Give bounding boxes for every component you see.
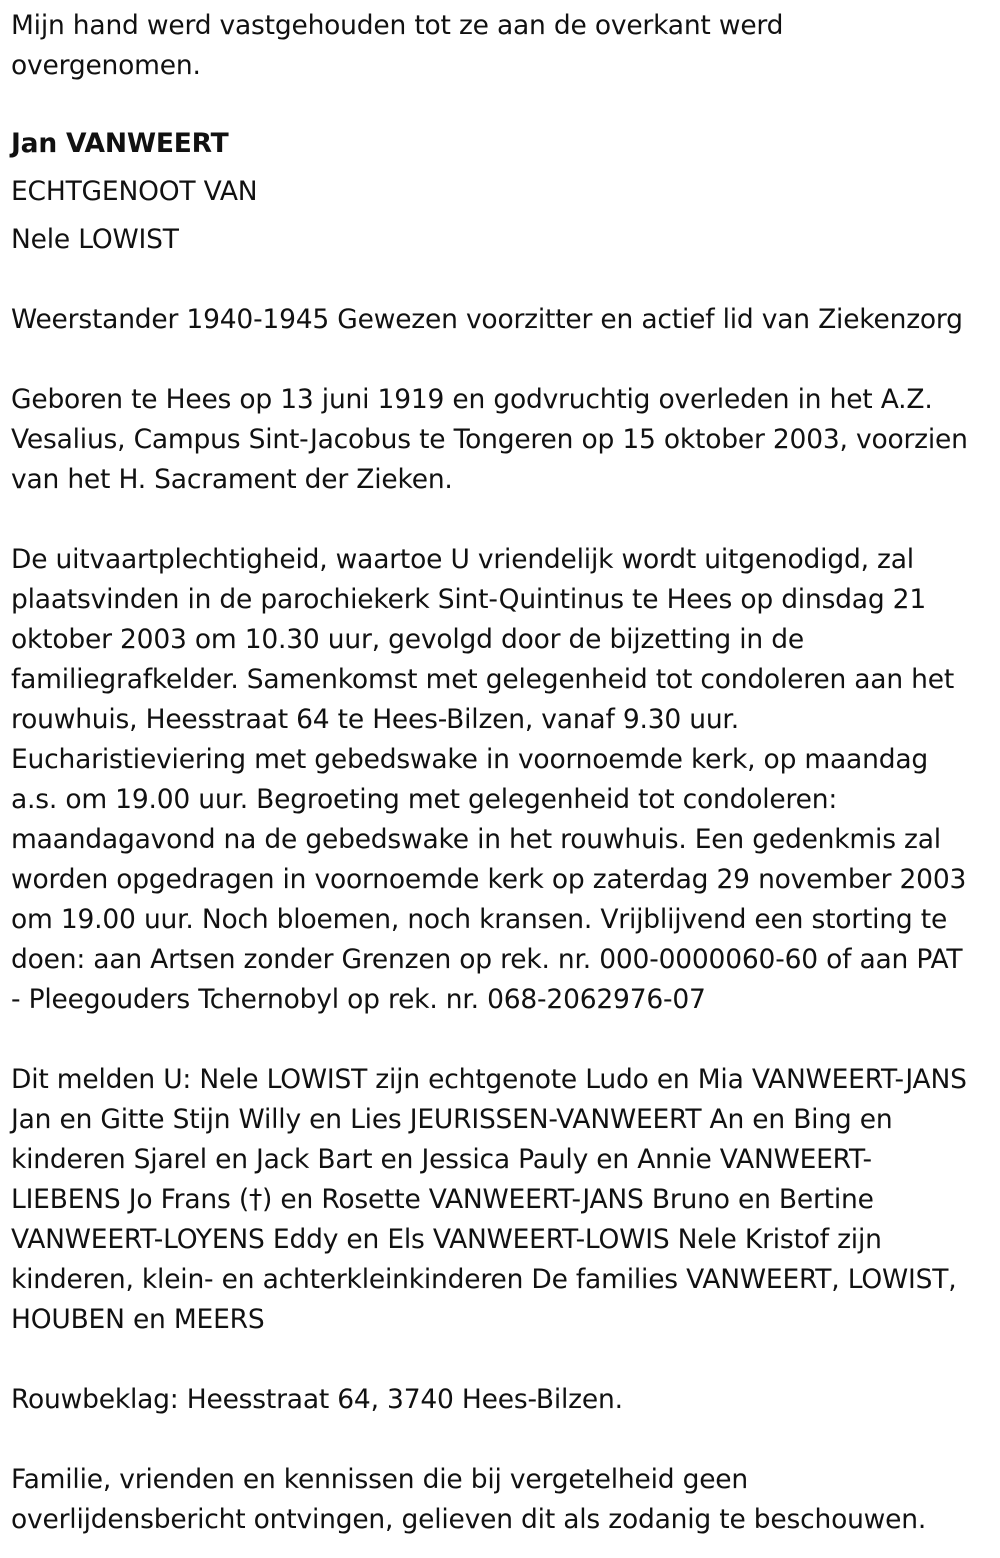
deceased-name: Jan VANWEERT <box>11 128 229 159</box>
birth-death-text: Geboren te Hees op 13 juni 1919 en godvruchtig overleden in het A.Z. Vesalius, Campus Sint-Jacobus te Tongeren op 15 oktober 2003, voorzien van het H. Sacrament der Zieken. <box>11 384 968 495</box>
announced-by: Dit melden U: Nele LOWIST zijn echtgenote Ludo en Mia VANWEERT-JANS Jan en Gitte Stijn Willy en Lies JEURISSEN-VANWEERT An en Bing en kinderen Sjarel en Jack Bart en Jessica Pauly en Annie VANWEERT- LIEBENS Jo Frans (†) en Rosette VANWEERT-JANS Bruno en Bertine VANWEERT-LOYENS Eddy en Els VANWEERT-LOWIS Nele Kristof zijn kinderen, klein- en achterkleinkinderen De families VANWEERT, LOWIST, HOUBEN en MEERS <box>11 1064 967 1335</box>
roles-text: Weerstander 1940-1945 Gewezen voorzitter en actief lid van Ziekenzorg <box>11 304 963 335</box>
condolence-address: Rouwbeklag: Heesstraat 64, 3740 Hees-Bilzen. <box>11 1384 623 1415</box>
motto: Mijn hand werd vastgehouden tot ze aan de overkant werd overgenomen. <box>11 10 784 81</box>
closing-note: Familie, vrienden en kennissen die bij vergetelheid geen overlijdensbericht ontvingen, gelieven dit als zodanig te beschouwen. <box>11 1464 927 1535</box>
spouse-name: Nele LOWIST <box>11 224 179 255</box>
relation-label: ECHTGENOOT VAN <box>11 176 258 207</box>
funeral-details: De uitvaartplechtigheid, waartoe U vriendelijk wordt uitgenodigd, zal plaatsvinden in de parochiekerk Sint-Quintinus te Hees op dinsdag 21 oktober 2003 om 10.30 uur, gevolgd door de bijzetting in de familiegrafkelder. Samenkomst met gelegenheid tot condoleren aan het rouwhuis, Heesstraat 64 te Hees-Bilzen, vanaf 9.30 uur. Eucharistieviering met gebedswake in voornoemde kerk, op maandag a.s. om 19.00 uur. Begroeting met gelegenheid tot condoleren: maandagavond na de gebedswake in het rouwhuis. Een gedenkmis zal worden opgedragen in voornoemde kerk op zaterdag 29 november 2003 om 19.00 uur. Noch bloemen, noch kransen. Vrijblijvend een storting te doen: aan Artsen zonder Grenzen op rek. nr. 000-0000060-60 of aan PAT - Pleegouders Tchernobyl op rek. nr. 068-2062976-07 <box>11 544 967 1015</box>
